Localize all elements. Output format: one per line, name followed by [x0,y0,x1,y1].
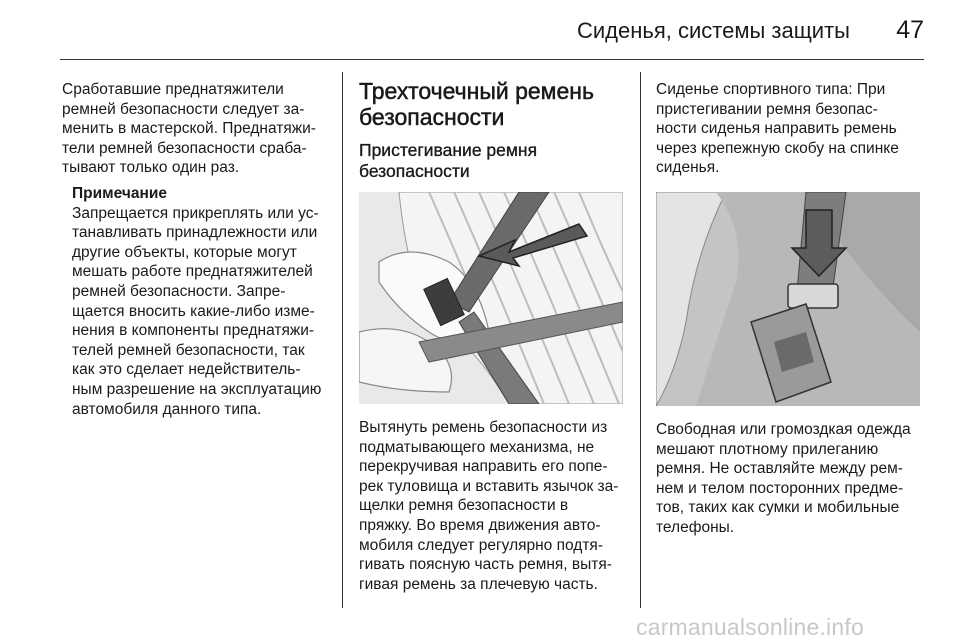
heading-line: Трехточечный ремень [359,78,594,104]
text-line: ности сиденья направить ремень [656,120,897,138]
text-line: ремней безопасности. Запре- [72,282,286,300]
text-line: Запрещается прикреплять или ус- [72,204,319,222]
middle-column [359,78,625,594]
text-line: автомобиля данного типа. [72,400,262,418]
subsection-heading [359,140,625,182]
page-number: 47 [896,16,924,44]
left-column [62,80,328,419]
text-line: танавливать принадлежности или [72,224,318,242]
column-divider-left [342,72,343,608]
text-line: нем и телом посторонних предме- [656,479,904,497]
heading-line: безопасности [359,104,505,130]
section-heading [359,78,625,130]
text-line: Вытянуть ремень безопасности из [359,419,608,436]
text-line: тывают только один раз. [62,159,240,177]
text-line: гивать поясную часть ремня, вытя- [359,556,612,574]
text-line: мешают плотному прилеганию [656,440,879,458]
text-line: через крепежную скобу на спинке [656,139,899,157]
text-line: щается вносить какие-либо изме- [72,302,315,320]
text-line: телей ремней безопасности, так [72,341,305,359]
column-divider-right [640,72,641,608]
text-line: щелки ремня безопасности в [359,497,569,515]
seatbelt-buckling-illustration [359,192,623,404]
right-column [656,80,922,538]
text-line: Сиденье спортивного типа: При [656,81,886,98]
text-line: подматывающего механизма, не [359,438,595,456]
text-line: другие объекты, которые могут [72,243,297,261]
text-line: телефоны. [656,518,735,536]
watermark: carmanualsonline.info [636,614,864,640]
text-line: ремня. Не оставляйте между рем- [656,460,903,478]
text-line: сиденья. [656,159,720,177]
page-header-title: Сиденья, системы защиты [576,18,850,43]
text-line: Сработавшие преднатяжители [62,81,284,98]
subheading-line: безопасности [359,161,470,181]
clothing-warning-paragraph [656,420,922,538]
text-line: нения в компоненты преднатяжи- [72,322,315,340]
text-line: Свободная или громоздкая одежда [656,420,911,438]
text-line: рек туловища и вставить язычок за- [359,477,619,495]
text-line: ремней безопасности следует за- [62,100,305,118]
text-line: как это сделает недействитель- [72,361,301,379]
buckling-instructions [359,418,625,594]
text-line: пристегивании ремня безопас- [656,100,878,118]
text-line: перекручивая направить его попе- [359,458,608,476]
text-line: мобиля следует регулярно подтя- [359,536,603,554]
pretensioner-paragraph [62,80,328,178]
text-line: тели ремней безопасности сраба- [62,139,307,157]
text-line: менить в мастерской. Преднатяжи- [62,120,316,138]
text-line: тов, таких как сумки и мобильные [656,499,900,517]
text-line: гивая ремень за плечевую часть. [359,575,598,593]
text-line: пряжку. Во время движения авто- [359,516,601,534]
sport-seat-paragraph [656,80,922,178]
subheading-line: Пристегивание ремня [359,140,538,160]
text-line: мешать работе преднатяжителей [72,263,313,281]
note-title: Примечание [72,184,167,202]
note-block [72,184,328,419]
header-rule [60,59,924,60]
text-line: ным разрешение на эксплуатацию [72,380,322,398]
sport-seat-belt-guide-illustration [656,192,920,406]
